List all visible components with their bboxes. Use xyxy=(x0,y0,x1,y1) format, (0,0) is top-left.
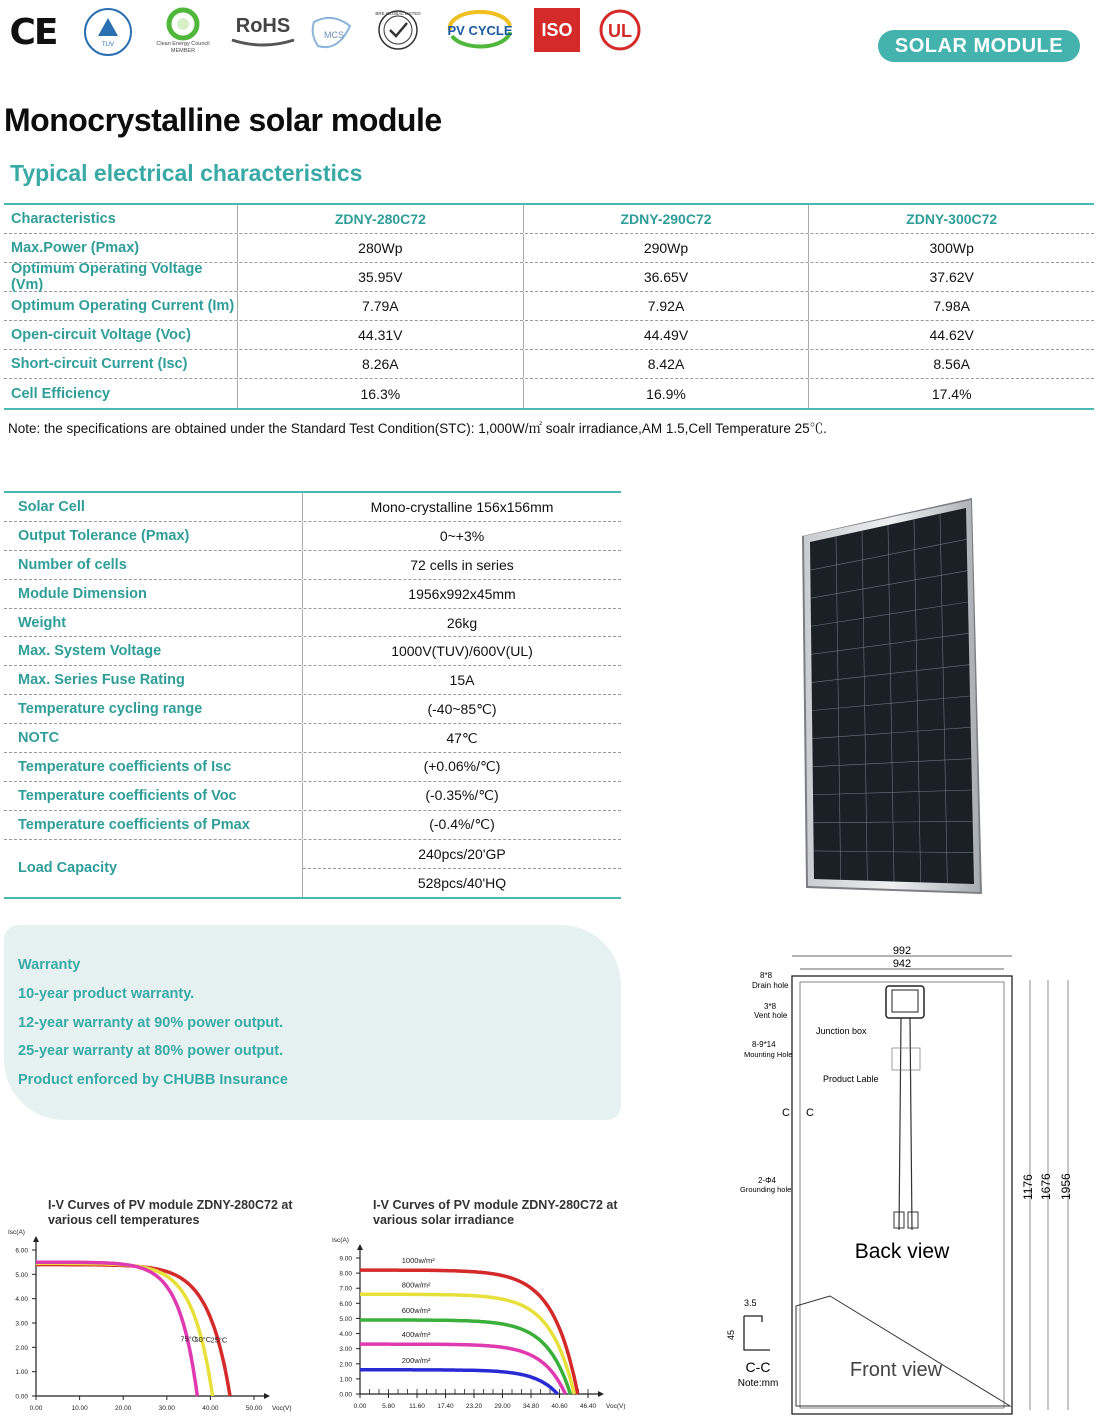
table-cell: (-0.4%/℃) xyxy=(429,816,495,833)
svg-text:BRE GLOBAL LISTED: BRE GLOBAL LISTED xyxy=(375,11,421,16)
svg-text:UL: UL xyxy=(608,21,632,41)
x-tick-label: 34.80 xyxy=(522,1403,540,1410)
series-label: 400w/m² xyxy=(401,1330,431,1340)
solar-module-badge: SOLAR MODULE xyxy=(878,30,1080,62)
svg-text:992: 992 xyxy=(892,945,912,957)
row-label: Short-circuit Current (Isc) xyxy=(4,350,238,378)
svg-text:1676: 1676 xyxy=(1039,1173,1053,1200)
warranty-heading: Warranty xyxy=(18,957,81,973)
svg-text:PV CYCLE: PV CYCLE xyxy=(447,23,513,38)
table-row xyxy=(4,609,621,638)
table-cell: 36.65V xyxy=(524,263,810,291)
series-label: 50°C xyxy=(194,1334,212,1344)
y-tick-label: 6.00 xyxy=(15,1247,28,1255)
x-axis-label: Voc(V) xyxy=(606,1403,626,1410)
y-tick-label: 9.00 xyxy=(339,1255,352,1263)
row-label: Optimum Operating Current (Im) xyxy=(4,292,238,320)
y-tick-label: 0.00 xyxy=(339,1391,352,1399)
table-cell: 26kg xyxy=(446,614,478,631)
series-label: 600w/m² xyxy=(401,1305,431,1315)
load-capacity-values xyxy=(303,840,621,897)
series-label: 25°C xyxy=(210,1335,228,1345)
table-cell: 300Wp xyxy=(929,240,974,256)
bre-global-logo xyxy=(376,6,420,54)
row-label: Solar Cell xyxy=(4,493,303,521)
x-axis-label: Voc(V) xyxy=(272,1405,292,1412)
x-tick-label: 10.00 xyxy=(71,1405,88,1412)
table-cell: 8.56A xyxy=(933,356,970,372)
iv-curve-temperature-chart xyxy=(0,1218,320,1422)
warranty-item: 10-year product warranty. xyxy=(18,985,195,1002)
y-tick-label: 8.00 xyxy=(339,1270,352,1278)
table-row xyxy=(4,234,1094,263)
table-cell: 528pcs/40'HQ xyxy=(417,874,507,891)
svg-text:8*8: 8*8 xyxy=(760,971,773,980)
x-tick-label: 0.00 xyxy=(353,1403,367,1410)
x-tick-label: 5.80 xyxy=(382,1403,395,1410)
tuv-logo xyxy=(82,6,134,58)
x-tick-label: 40.60 xyxy=(551,1403,568,1410)
row-label: Temperature coefficients of Pmax xyxy=(4,811,303,839)
table-cell: 1000V(TUV)/600V(UL) xyxy=(391,643,533,660)
table-row xyxy=(4,522,621,551)
y-tick-label: 4.00 xyxy=(15,1296,28,1304)
section-subtitle: Typical electrical characteristics xyxy=(10,160,363,186)
chart1-title: I-V Curves of PV module ZDNY-280C72 at various cell temperatures xyxy=(48,1198,293,1227)
table-header-cell: ZDNY-280C72 xyxy=(238,205,524,233)
svg-text:Mounting Hole: Mounting Hole xyxy=(744,1050,793,1059)
row-label: Weight xyxy=(4,609,303,637)
table-cell: 72 cells in series xyxy=(410,556,514,573)
row-label: Max.Power (Pmax) xyxy=(4,234,238,262)
svg-text:8-9*14: 8-9*14 xyxy=(752,1040,776,1049)
module-technical-drawing xyxy=(726,940,1090,1420)
x-axis-arrow xyxy=(598,1391,604,1397)
table-row-load-capacity xyxy=(4,840,621,897)
x-tick-label: 50.00 xyxy=(245,1405,263,1412)
table-row xyxy=(4,263,1094,292)
table-row xyxy=(4,753,621,782)
row-label: Temperature coefficients of Isc xyxy=(4,753,303,781)
svg-text:RoHS: RoHS xyxy=(235,15,291,37)
ul-logo xyxy=(598,8,642,52)
y-tick-label: 7.00 xyxy=(339,1285,352,1293)
row-label: Optimum Operating Voltage (Vm) xyxy=(4,263,238,291)
table-header-cell: ZDNY-290C72 xyxy=(524,205,810,233)
table-cell: 16.9% xyxy=(524,379,810,408)
table-row xyxy=(4,811,621,840)
y-tick-label: 2.00 xyxy=(15,1344,28,1352)
solar-panel-image xyxy=(796,496,986,922)
table-cell: 240pcs/20'GP xyxy=(303,840,621,869)
table-cell: (-0.35%/℃) xyxy=(425,787,499,804)
y-tick-label: 3.00 xyxy=(15,1320,28,1328)
x-axis-arrow xyxy=(264,1393,270,1399)
x-tick-label: 17.40 xyxy=(437,1403,454,1410)
table-cell: 280Wp xyxy=(238,234,524,262)
table-cell: 8.26A xyxy=(238,350,524,378)
row-label: Load Capacity xyxy=(4,840,303,897)
mcs-logo xyxy=(308,12,356,52)
svg-text:Vent hole: Vent hole xyxy=(754,1011,788,1020)
svg-text:45: 45 xyxy=(726,1329,736,1340)
stc-note: Note: the specifications are obtained under the Standard Test Condition(STC): 1,000W/㎡ soalr irradiance,AM 1.5,Cell Temperature 25℃. xyxy=(8,421,827,436)
svg-text:C: C xyxy=(782,1107,790,1119)
row-label: Temperature coefficients of Voc xyxy=(4,782,303,810)
table-row xyxy=(4,350,1094,379)
svg-text:Junction box: Junction box xyxy=(816,1026,867,1036)
y-tick-label: 3.00 xyxy=(339,1346,352,1354)
table-row xyxy=(4,666,621,695)
svg-text:C-C: C-C xyxy=(745,1359,771,1375)
table-cell: 290Wp xyxy=(524,234,810,262)
x-tick-label: 0.00 xyxy=(29,1405,43,1412)
table-cell: 15A xyxy=(449,672,475,689)
x-tick-label: 11.60 xyxy=(409,1403,425,1410)
warranty-box xyxy=(4,925,621,1120)
table-cell: 37.62V xyxy=(929,269,974,285)
table-row xyxy=(4,551,621,580)
series-label: 75°C xyxy=(180,1334,198,1344)
svg-text:Drain hole: Drain hole xyxy=(752,981,789,990)
svg-text:Product Lable: Product Lable xyxy=(823,1074,879,1084)
svg-text:1956: 1956 xyxy=(1059,1173,1073,1200)
row-label: Number of cells xyxy=(4,551,303,579)
x-tick-label: 46.40 xyxy=(579,1403,597,1410)
electrical-characteristics-table xyxy=(4,203,1094,410)
row-label: NOTC xyxy=(4,724,303,752)
row-label: Output Tolerance (Pmax) xyxy=(4,522,303,550)
y-axis-label: Isc(A) xyxy=(8,1229,25,1236)
series-line xyxy=(360,1270,578,1394)
x-tick-label: 30.00 xyxy=(158,1405,175,1412)
table-row xyxy=(4,321,1094,350)
svg-text:Front view: Front view xyxy=(849,1359,943,1381)
svg-text:3.5: 3.5 xyxy=(744,1298,757,1308)
module-specs-table xyxy=(4,491,621,899)
table-cell: 47℃ xyxy=(446,729,478,746)
series-label: 1000w/m² xyxy=(401,1256,435,1266)
table-cell: 8.42A xyxy=(524,350,810,378)
y-axis-arrow xyxy=(357,1244,363,1250)
table-cell: 35.95V xyxy=(238,263,524,291)
row-label: Max. Series Fuse Rating xyxy=(4,666,303,694)
row-label: Temperature cycling range xyxy=(4,695,303,723)
iv-curve-irradiance-chart xyxy=(326,1230,632,1422)
table-row xyxy=(4,637,621,666)
svg-text:1176: 1176 xyxy=(1021,1174,1035,1200)
clean-energy-council-logo: Clean Energy Council MEMBER xyxy=(148,4,218,58)
x-tick-label: 20.00 xyxy=(115,1405,132,1412)
x-tick-label: 29.00 xyxy=(494,1403,511,1410)
table-cell: 16.3% xyxy=(238,379,524,408)
table-header-row xyxy=(4,205,1094,234)
y-tick-label: 5.00 xyxy=(15,1271,28,1279)
table-cell: 44.62V xyxy=(929,327,974,343)
series-line xyxy=(360,1320,570,1394)
svg-text:Note:mm: Note:mm xyxy=(737,1378,779,1389)
svg-text:Grounding hole: Grounding hole xyxy=(740,1185,792,1194)
y-tick-label: 4.00 xyxy=(339,1331,352,1339)
certification-logos xyxy=(8,4,668,56)
table-row xyxy=(4,695,621,724)
svg-text:TUV: TUV xyxy=(102,42,114,48)
table-header-cell: Characteristics xyxy=(4,205,238,233)
table-row xyxy=(4,292,1094,321)
row-label: Module Dimension xyxy=(4,580,303,608)
warranty-item: 12-year warranty at 90% power output. xyxy=(18,1014,284,1031)
table-cell: 7.79A xyxy=(238,292,524,320)
y-tick-label: 6.00 xyxy=(339,1300,352,1308)
svg-text:3*8: 3*8 xyxy=(764,1002,777,1011)
y-tick-label: 1.00 xyxy=(339,1376,352,1384)
y-tick-label: 2.00 xyxy=(339,1361,352,1369)
table-cell: 44.31V xyxy=(238,321,524,349)
table-row xyxy=(4,493,621,522)
table-row xyxy=(4,580,621,609)
page-title: Monocrystalline solar module xyxy=(4,102,442,138)
series-label: 800w/m² xyxy=(401,1280,431,1290)
table-cell: (-40~85℃) xyxy=(427,700,497,717)
table-row xyxy=(4,379,1094,408)
series-line xyxy=(360,1370,558,1394)
iso-logo: ISO xyxy=(534,8,580,52)
table-cell: 1956x992x45mm xyxy=(408,585,516,602)
table-cell: 44.49V xyxy=(524,321,810,349)
row-label: Open-circuit Voltage (Voc) xyxy=(4,321,238,349)
x-tick-label: 40.00 xyxy=(202,1405,219,1412)
svg-text:Back view: Back view xyxy=(854,1240,950,1263)
table-cell: 7.98A xyxy=(933,298,970,314)
svg-text:2-Φ4: 2-Φ4 xyxy=(758,1176,776,1185)
table-row xyxy=(4,782,621,811)
table-cell: Mono-crystalline 156x156mm xyxy=(370,498,554,515)
chart2-title: I-V Curves of PV module ZDNY-280C72 at various solar irradiance xyxy=(373,1198,618,1227)
table-header-cell: ZDNY-300C72 xyxy=(906,211,998,227)
svg-text:942: 942 xyxy=(892,958,912,970)
rohs-logo xyxy=(228,10,298,46)
y-tick-label: 5.00 xyxy=(339,1315,352,1323)
pv-cycle-logo xyxy=(440,10,520,50)
table-cell: (+0.06%/℃) xyxy=(423,758,501,775)
table-cell: 0~+3% xyxy=(439,527,485,544)
svg-text:C: C xyxy=(806,1107,814,1119)
y-axis-arrow xyxy=(33,1236,39,1242)
y-tick-label: 1.00 xyxy=(15,1369,28,1377)
table-row xyxy=(4,724,621,753)
row-label: Cell Efficiency xyxy=(4,379,238,408)
table-cell: 17.4% xyxy=(931,385,972,402)
row-label: Max. System Voltage xyxy=(4,637,303,665)
warranty-item: 25-year warranty at 80% power output. xyxy=(18,1043,284,1060)
warranty-item: Product enforced by CHUBB Insurance xyxy=(18,1072,288,1089)
series-label: 200w/m² xyxy=(401,1355,431,1365)
table-cell: 7.92A xyxy=(524,292,810,320)
x-tick-label: 23.20 xyxy=(465,1403,483,1410)
y-tick-label: 0.00 xyxy=(15,1393,28,1401)
ce-logo: CE xyxy=(9,11,57,53)
y-axis-label: Isc(A) xyxy=(332,1237,349,1244)
svg-text:MCS: MCS xyxy=(324,30,344,40)
